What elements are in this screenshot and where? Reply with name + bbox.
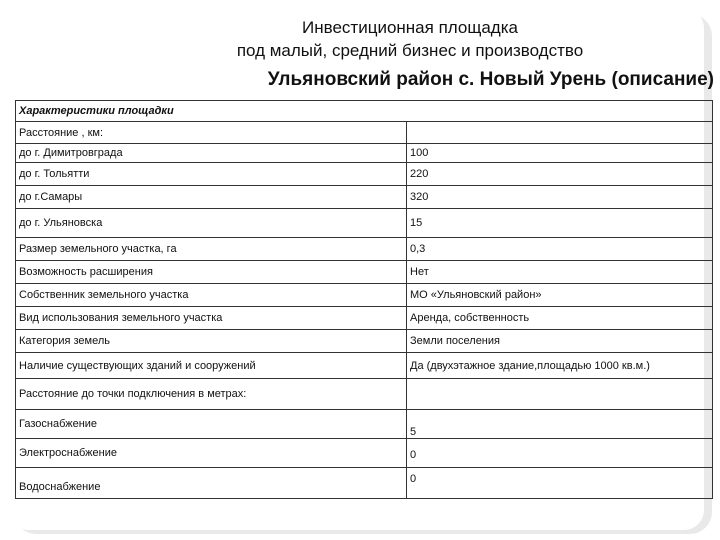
utility-label: Водоснабжение	[19, 481, 101, 493]
table-row	[16, 186, 713, 209]
table-row	[16, 353, 713, 379]
distance-heading: Расстояние , км:	[16, 122, 407, 144]
distance-value: 15	[407, 209, 713, 238]
distance-label: до г.Самары	[16, 186, 407, 209]
table-row	[16, 410, 713, 439]
empty-cell	[407, 379, 713, 410]
row-label: Вид использования земельного участка	[16, 307, 407, 330]
table-row	[16, 238, 713, 261]
distance-label: до г. Ульяновска	[16, 209, 407, 238]
utility-heading-row	[16, 379, 713, 410]
distance-heading-row	[16, 122, 713, 144]
table-header: Характеристики площадки	[16, 101, 713, 122]
title-line-2: под малый, средний бизнес и производство	[236, 41, 584, 60]
distance-value: 220	[407, 163, 713, 186]
empty-cell	[407, 122, 713, 144]
page-title: Ульяновский район с. Новый Урень (описание)	[267, 69, 714, 90]
distance-value: 320	[407, 186, 713, 209]
table-header-row	[16, 101, 713, 122]
row-value: МО «Ульяновский район»	[407, 284, 713, 307]
title-line-1: Инвестиционная площадка	[302, 18, 518, 37]
utility-label: Электроснабжение	[16, 439, 407, 468]
row-label: Возможность расширения	[16, 261, 407, 284]
table-row	[16, 439, 713, 468]
distance-label: до г. Тольятти	[16, 163, 407, 186]
row-label: Размер земельного участка, га	[16, 238, 407, 261]
distance-value: 100	[407, 144, 713, 163]
utility-label-cell	[16, 468, 407, 499]
row-label: Наличие существующих зданий и сооружений	[16, 353, 407, 379]
row-value: Земли поселения	[407, 330, 713, 353]
table-row	[16, 307, 713, 330]
site-characteristics-table	[15, 100, 713, 499]
table-row	[16, 209, 713, 238]
utility-value: 5	[410, 426, 417, 438]
table-row	[16, 144, 713, 163]
table-row	[16, 284, 713, 307]
utility-value-cell	[407, 468, 713, 499]
row-value: 0,3	[407, 238, 713, 261]
utility-value-cell	[407, 410, 713, 439]
utility-heading: Расстояние до точки подключения в метрах:	[16, 379, 407, 410]
row-value: Аренда, собственность	[407, 307, 713, 330]
utility-value-cell	[407, 439, 713, 468]
table-row	[16, 468, 713, 499]
row-value: Да (двухэтажное здание,площадью 1000 кв.м.)	[407, 353, 713, 379]
row-label: Категория земель	[16, 330, 407, 353]
table-row	[16, 330, 713, 353]
table-row	[16, 261, 713, 284]
row-label: Собственник земельного участка	[16, 284, 407, 307]
distance-label: до г. Димитровграда	[16, 144, 407, 163]
utility-label: Газоснабжение	[16, 410, 407, 439]
table-row	[16, 163, 713, 186]
utility-value: 0	[410, 449, 417, 461]
row-value: Нет	[407, 261, 713, 284]
utility-value: 0	[410, 473, 417, 485]
